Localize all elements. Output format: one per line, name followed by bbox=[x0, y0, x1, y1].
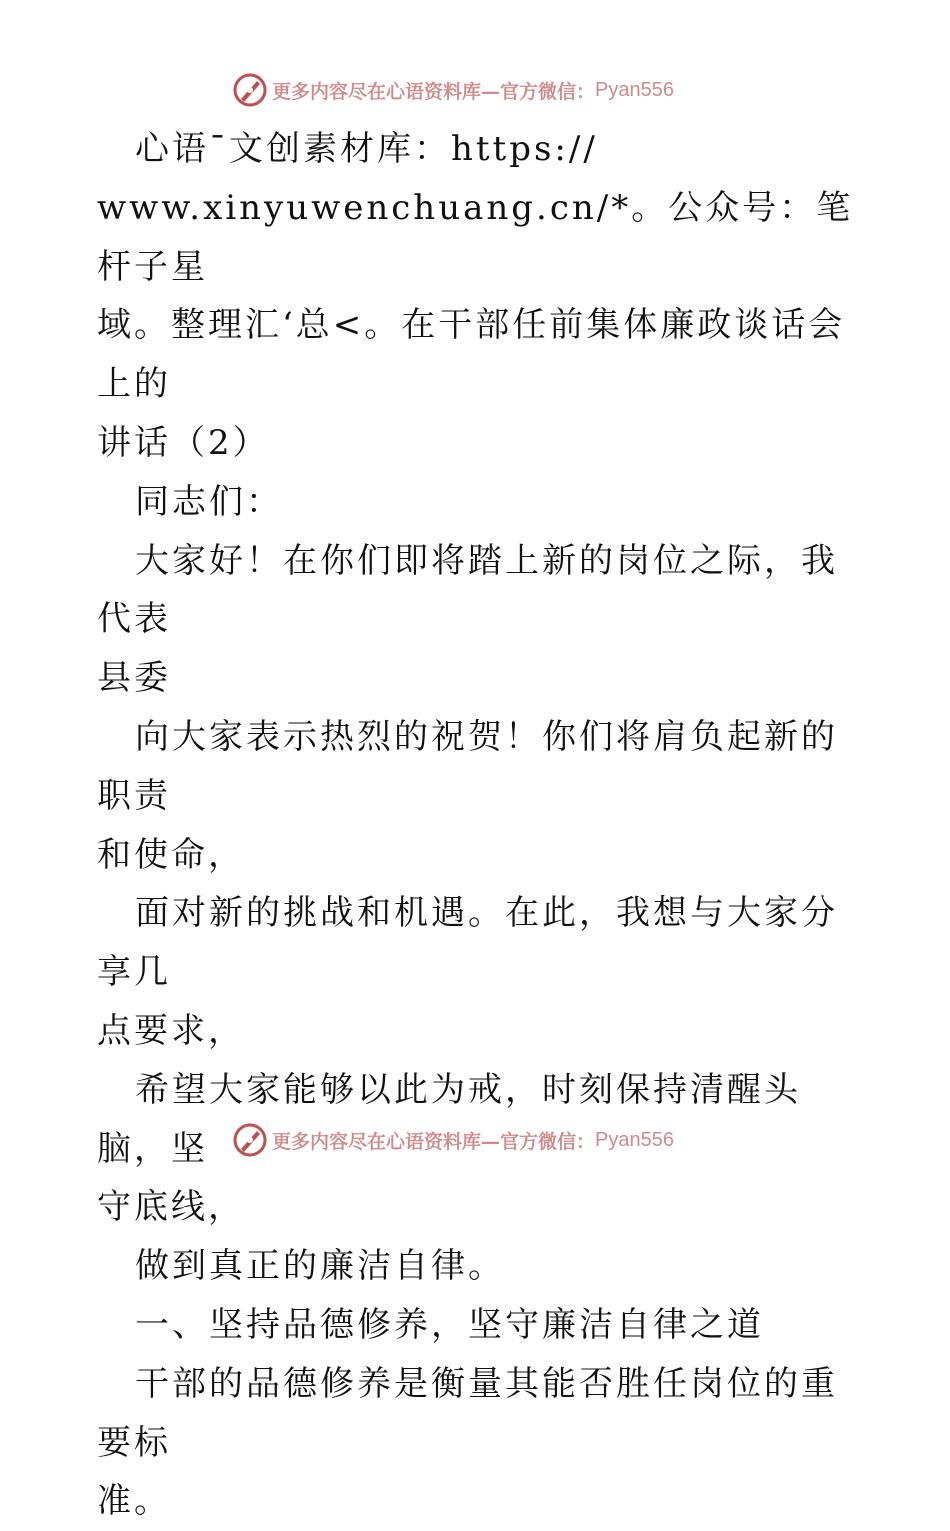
text-line: 县委 bbox=[97, 658, 171, 699]
text-line: 做到真正的廉洁自律。 bbox=[135, 1246, 505, 1287]
footer-banner bbox=[232, 1120, 712, 1160]
text-line: 守底线， bbox=[97, 1187, 245, 1228]
text-line: 希望大家能够以此为戒，时刻保持清醒头脑，坚 bbox=[97, 1069, 801, 1169]
document-body bbox=[97, 120, 857, 1531]
header-banner bbox=[232, 70, 712, 110]
text-line: 干部的品德修养是衡量其能否胜任岗位的重要标 bbox=[97, 1363, 838, 1463]
text-line: 域。整理汇‘总<。在干部任前集体廉政谈话会上的 bbox=[97, 305, 846, 405]
text-line: 心语¯文创素材库：https:// bbox=[135, 129, 598, 169]
text-line: 准。 bbox=[97, 1481, 171, 1522]
text-line: www.xinyuwenchuang.cn/*。公众号：笔杆子星 bbox=[97, 187, 854, 287]
wechat-id: Pyan556 bbox=[595, 78, 674, 101]
section-heading: 一、坚持品德修养，坚守廉洁自律之道 bbox=[135, 1304, 764, 1345]
pen-logo-icon bbox=[232, 1122, 268, 1158]
pen-logo-icon bbox=[232, 72, 268, 108]
text-line: 大家好！在你们即将踏上新的岗位之际，我代表 bbox=[97, 540, 838, 640]
text-line: 和使命， bbox=[97, 834, 245, 875]
banner-text: 更多内容尽在心语资料库—官方微信： bbox=[272, 1130, 596, 1153]
text-line: 向大家表示热烈的祝贺！你们将肩负起新的职责 bbox=[97, 716, 838, 816]
text-line: 点要求， bbox=[97, 1010, 245, 1051]
text-line: 讲话（2） bbox=[97, 422, 270, 463]
text-line: 面对新的挑战和机遇。在此，我想与大家分享几 bbox=[97, 893, 838, 993]
banner-text: 更多内容尽在心语资料库—官方微信： bbox=[272, 80, 596, 103]
wechat-id: Pyan556 bbox=[595, 1128, 674, 1151]
text-line: 同志们： bbox=[135, 481, 283, 522]
